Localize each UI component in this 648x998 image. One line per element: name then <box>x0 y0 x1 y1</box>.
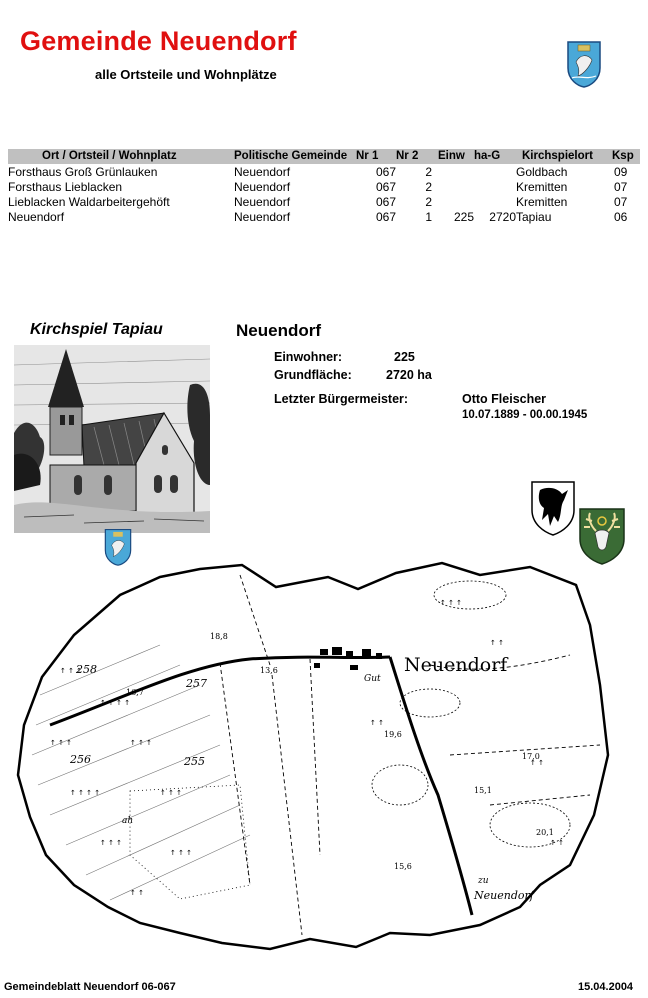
buergermeister-name: Otto Fleischer <box>462 392 547 406</box>
table-cell <box>438 179 474 194</box>
page-title: Gemeinde Neuendorf <box>20 26 297 56</box>
map-label: 17,0 <box>522 752 540 761</box>
table-cell <box>474 179 516 194</box>
table-cell: Neuendorf <box>8 209 65 224</box>
table-cell: 2 <box>425 194 432 209</box>
table-cell: Tapiau <box>516 209 552 224</box>
table-cell: Neuendorf <box>234 164 291 179</box>
places-table <box>8 149 640 224</box>
table-cell: Goldbach <box>516 164 568 179</box>
kirchspiel-label: Kirchspiel Tapiau <box>30 321 163 338</box>
table-cell <box>474 164 516 179</box>
table-cell: Neuendorf <box>234 179 291 194</box>
table-cell: 067 <box>375 209 396 224</box>
map-label: 19,6 <box>384 730 402 739</box>
flaeche-value: 2720 ha <box>386 368 432 382</box>
svg-text:↑ ↑: ↑ ↑ <box>550 839 564 847</box>
column-header: Ort / Ortsteil / Wohnplatz <box>8 149 234 164</box>
flaeche-label: Grundfläche: <box>274 368 352 382</box>
column-header: Politische Gemeinde <box>234 149 356 164</box>
table-cell: 1 <box>425 209 432 224</box>
table-row <box>8 164 640 179</box>
eagle-crest-icon <box>530 480 576 536</box>
footer-date: 15.04.2004 <box>578 981 634 993</box>
table-cell: Forsthaus Groß Grünlauken <box>8 164 158 179</box>
table-cell: 07 <box>614 194 628 209</box>
svg-text:↑ ↑ ↑: ↑ ↑ ↑ <box>440 599 463 607</box>
church-image <box>14 345 210 533</box>
table-cell: Forsthaus Lieblacken <box>8 179 123 194</box>
column-header: ha-G <box>474 149 516 164</box>
table-cell: 2 <box>425 164 432 179</box>
table-cell: 2 <box>425 179 432 194</box>
table-cell: Lieblacken Waldarbeitergehöft <box>8 194 170 209</box>
table-cell <box>438 164 474 179</box>
map-label: 15,6 <box>394 862 412 871</box>
einwohner-value: 225 <box>394 350 415 364</box>
buergermeister-label: Letzter Bürgermeister: <box>274 392 409 406</box>
municipal-crest-icon <box>566 40 602 88</box>
map-label: 257 <box>186 677 207 690</box>
column-header: Nr 1 <box>356 149 396 164</box>
svg-text:↑ ↑ ↑ ↑: ↑ ↑ ↑ ↑ <box>100 699 131 707</box>
table-header-row <box>8 149 640 164</box>
map-label: 18,8 <box>210 632 228 641</box>
column-header: Kirchspielort <box>516 149 608 164</box>
map-label: 13,6 <box>260 666 278 675</box>
svg-text:↑ ↑ ↑: ↑ ↑ ↑ <box>130 739 153 747</box>
buergermeister-dates: 10.07.1889 - 00.00.1945 <box>462 409 588 421</box>
table-cell <box>474 194 516 209</box>
municipality-heading: Neuendorf <box>236 321 321 340</box>
table-row <box>8 179 640 194</box>
svg-text:↑ ↑ ↑: ↑ ↑ ↑ <box>60 667 83 675</box>
svg-text:↑ ↑ ↑: ↑ ↑ ↑ <box>50 739 73 747</box>
map-place-label: Neuendorf <box>404 654 508 676</box>
map-label: 255 <box>184 755 205 768</box>
map-label: ah <box>122 816 134 826</box>
map-label: 20,1 <box>536 828 554 837</box>
historical-map <box>10 555 610 975</box>
table-cell: 225 <box>453 209 474 224</box>
svg-text:↑ ↑: ↑ ↑ <box>530 759 544 767</box>
svg-text:↑ ↑ ↑: ↑ ↑ ↑ <box>100 839 123 847</box>
table-cell: 067 <box>375 179 396 194</box>
table-row <box>8 209 640 224</box>
table-cell: 06 <box>614 209 628 224</box>
svg-text:↑ ↑ ↑: ↑ ↑ ↑ <box>160 789 183 797</box>
table-cell: 09 <box>614 164 628 179</box>
map-label: zu <box>478 876 489 886</box>
footer-document-id: Gemeindeblatt Neuendorf 06-067 <box>4 981 176 993</box>
einwohner-label: Einwohner: <box>274 350 343 364</box>
column-header: Ksp <box>608 149 640 164</box>
column-header: Nr 2 <box>396 149 438 164</box>
table-cell <box>438 194 474 209</box>
table-cell: Kremitten <box>516 179 568 194</box>
map-label: 15,1 <box>474 786 492 795</box>
svg-text:↑ ↑ ↑: ↑ ↑ ↑ <box>170 849 193 857</box>
svg-text:↑ ↑ ↑ ↑: ↑ ↑ ↑ ↑ <box>70 789 101 797</box>
map-label: Neuendorf <box>474 889 534 902</box>
table-cell: 2720 <box>489 209 516 224</box>
table-cell: Neuendorf <box>234 194 291 209</box>
page-subtitle: alle Ortsteile und Wohnplätze <box>95 67 277 82</box>
map-label: 16,7 <box>126 688 144 697</box>
table-cell: 067 <box>375 164 396 179</box>
table-cell: Kremitten <box>516 194 568 209</box>
table-cell: 067 <box>375 194 396 209</box>
table-cell: Neuendorf <box>234 209 291 224</box>
svg-text:↑ ↑: ↑ ↑ <box>130 889 144 897</box>
map-label: 258 <box>76 663 97 676</box>
table-cell: 07 <box>614 179 628 194</box>
svg-text:↑ ↑: ↑ ↑ <box>370 719 384 727</box>
svg-text:↑ ↑: ↑ ↑ <box>490 639 504 647</box>
map-label: 256 <box>70 753 91 766</box>
column-header: Einw <box>438 149 474 164</box>
table-row <box>8 194 640 209</box>
map-label: Gut <box>364 674 381 684</box>
